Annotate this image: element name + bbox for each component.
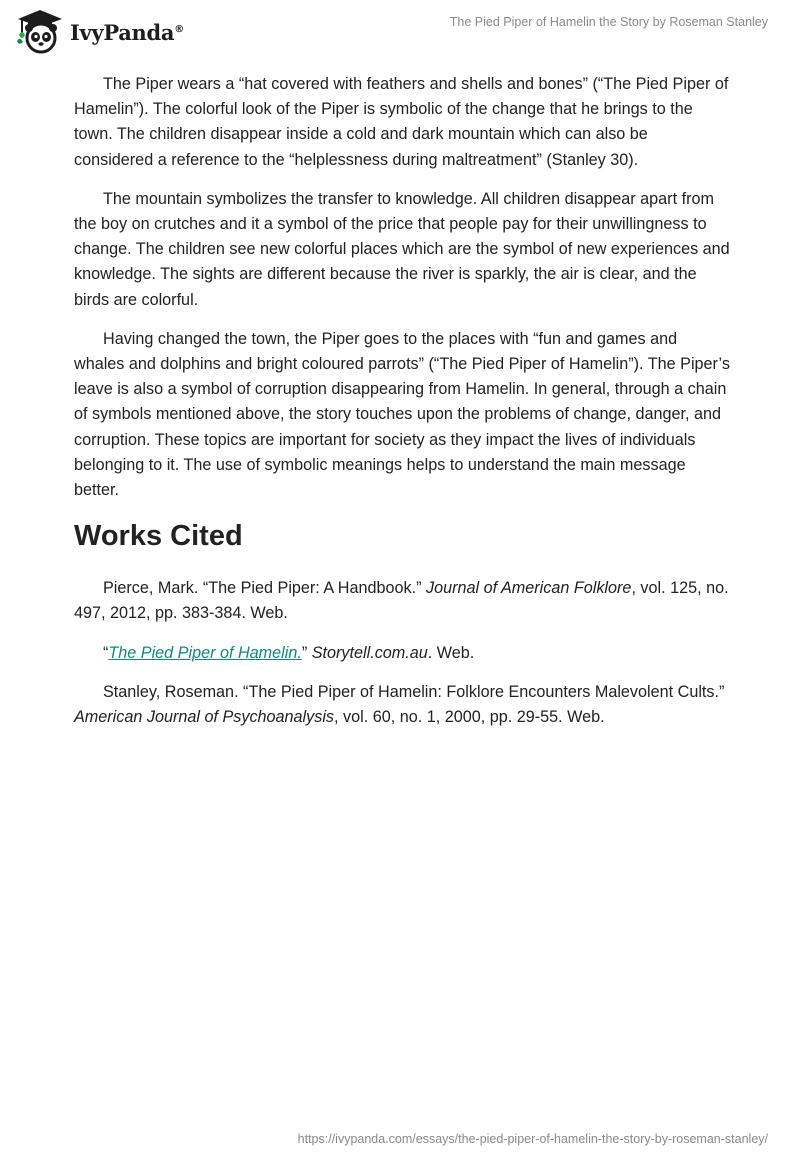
citation-details: , vol. 60, no. 1, 2000, pp. 29-55. Web. <box>334 708 605 727</box>
works-cited-heading: Works Cited <box>74 520 243 553</box>
citation-text: Stanley, Roseman. “The Pied Piper of Hamelin: Folklore Encounters Malevolent Cults.” <box>103 682 725 701</box>
document-title: The Pied Piper of Hamelin the Story by Roseman Stanley <box>449 15 768 29</box>
citation-link[interactable]: The Pied Piper of Hamelin. <box>108 643 302 662</box>
essay-content <box>74 72 730 744</box>
citation-details: . Web. <box>427 643 475 662</box>
citation-journal: Journal of American Folklore <box>426 579 632 598</box>
open-quote: “ <box>103 643 109 662</box>
logo-wordmark <box>70 20 184 45</box>
citation-text: Pierce, Mark. “The Pied Piper: A Handbook.” <box>103 579 426 598</box>
body-paragraph: The Piper wears a “hat covered with feathers and shells and bones” (“The Pied Piper of Hamelin”). The colorful look of the Piper is symbolic of the change that he brings to the town. The children disappear inside a cold and dark mountain which can also be considered a reference to the “helplessness during maltreatment” (Stanley 30). <box>74 75 729 169</box>
citation-details: , vol. 125, no. 497, 2012, pp. 383-384. Web. <box>74 579 729 623</box>
panda-graduate-icon <box>14 8 64 54</box>
ivypanda-logo[interactable] <box>14 8 184 54</box>
body-paragraph: Having changed the town, the Piper goes to the places with “fun and games and whales and dolphins and bright coloured parrots” (“The Pied Piper of Hamelin”). The Piper’s leave is also a symbol of corruption disappearing from Hamelin. In general, through a chain of symbols mentioned above, the story touches upon the problems of change, danger, and corruption. These topics are important for society as they impact the lives of individuals belonging to it. The use of symbolic meanings helps to understand the main message better. <box>74 329 730 500</box>
source-url[interactable]: https://ivypanda.com/essays/the-pied-piper-of-hamelin-the-story-by-roseman-stanley/ <box>297 1132 768 1146</box>
logo-text: IvyPanda <box>70 19 175 45</box>
close-quote: ” <box>301 643 312 662</box>
citation-journal: American Journal of Psychoanalysis <box>74 708 335 727</box>
citation-storytell <box>74 641 730 666</box>
citation-site: Storytell.com.au <box>311 643 428 662</box>
citation-pierce <box>74 576 730 626</box>
registered-mark: ® <box>174 23 184 35</box>
body-paragraph: The mountain symbolizes the transfer to knowledge. All children disappear apart from the boy on crutches and it a symbol of the price that people pay for their unwillingness to change. The children see new colorful places which are the symbol of new experiences and knowledge. The sights are different because the river is sparkly, the air is clear, and the birds are colorful. <box>74 189 730 309</box>
citation-stanley <box>74 680 730 730</box>
page-header <box>0 0 800 64</box>
